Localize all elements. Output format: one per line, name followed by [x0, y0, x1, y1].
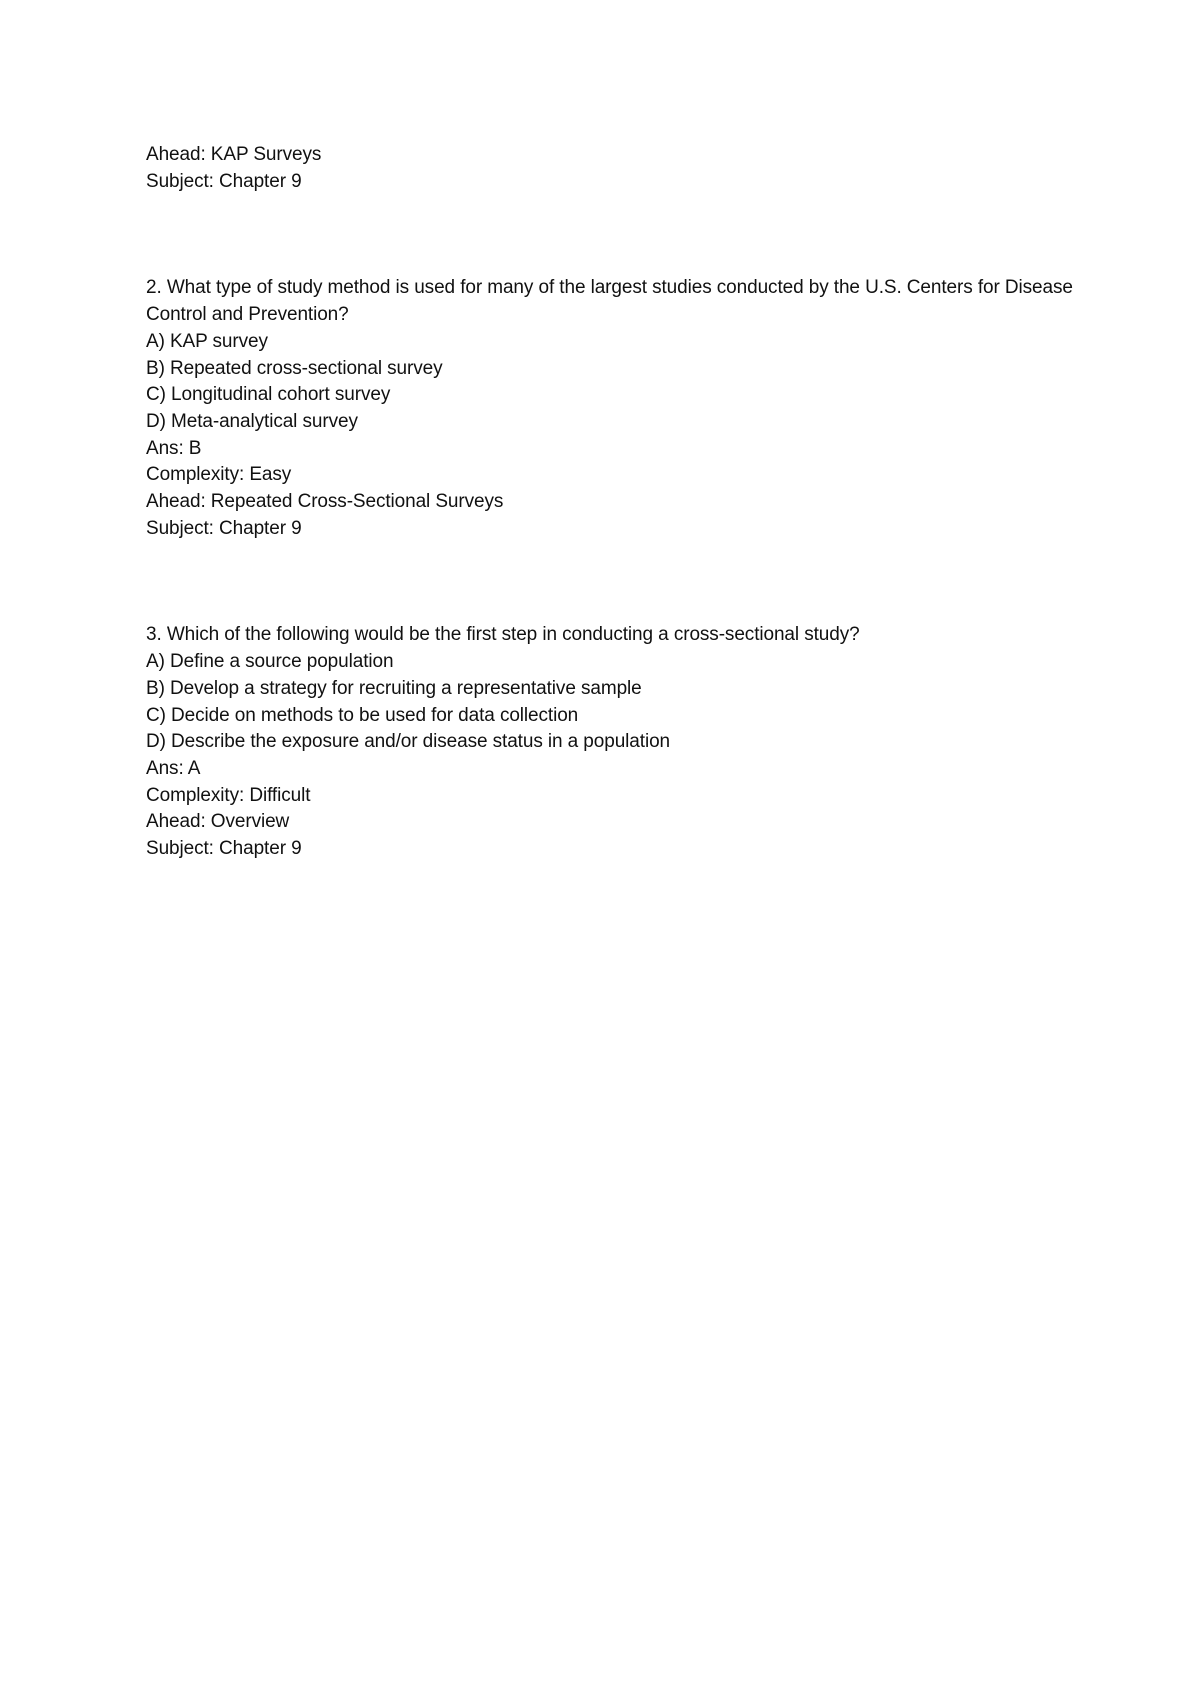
subject-line: Subject: Chapter 9: [146, 517, 302, 539]
question-block: [146, 622, 1086, 862]
answer-line: Ans: B: [146, 437, 202, 459]
option-b: B) Repeated cross-sectional survey: [146, 357, 443, 379]
spacer: [146, 542, 1086, 622]
spacer: [146, 195, 1086, 275]
option-a: A) KAP survey: [146, 330, 268, 352]
subject-line: Subject: Chapter 9: [146, 170, 302, 192]
ahead-line: Ahead: Overview: [146, 811, 290, 833]
question-text: 2. What type of study method is used for many of the largest studies conducted by the U.S. Centers for Disease Control and Prevention?: [146, 277, 1073, 326]
option-c: C) Longitudinal cohort survey: [146, 384, 391, 406]
option-d: D) Describe the exposure and/or disease status in a population: [146, 731, 671, 753]
document-content: [146, 142, 1086, 863]
complexity-line: Complexity: Easy: [146, 464, 292, 486]
question-text: 3. Which of the following would be the first step in conducting a cross-sectional study?: [146, 624, 860, 646]
subject-line: Subject: Chapter 9: [146, 838, 302, 860]
ahead-line: Ahead: KAP Surveys: [146, 144, 322, 165]
option-c: C) Decide on methods to be used for data collection: [146, 704, 579, 726]
question-block: [146, 275, 1086, 542]
previous-question-fragment: [146, 142, 1086, 195]
option-b: B) Develop a strategy for recruiting a representative sample: [146, 677, 642, 699]
option-d: D) Meta-analytical survey: [146, 410, 358, 432]
ahead-line: Ahead: Repeated Cross-Sectional Surveys: [146, 491, 504, 513]
option-a: A) Define a source population: [146, 651, 394, 673]
answer-line: Ans: A: [146, 757, 201, 779]
complexity-line: Complexity: Difficult: [146, 784, 311, 806]
